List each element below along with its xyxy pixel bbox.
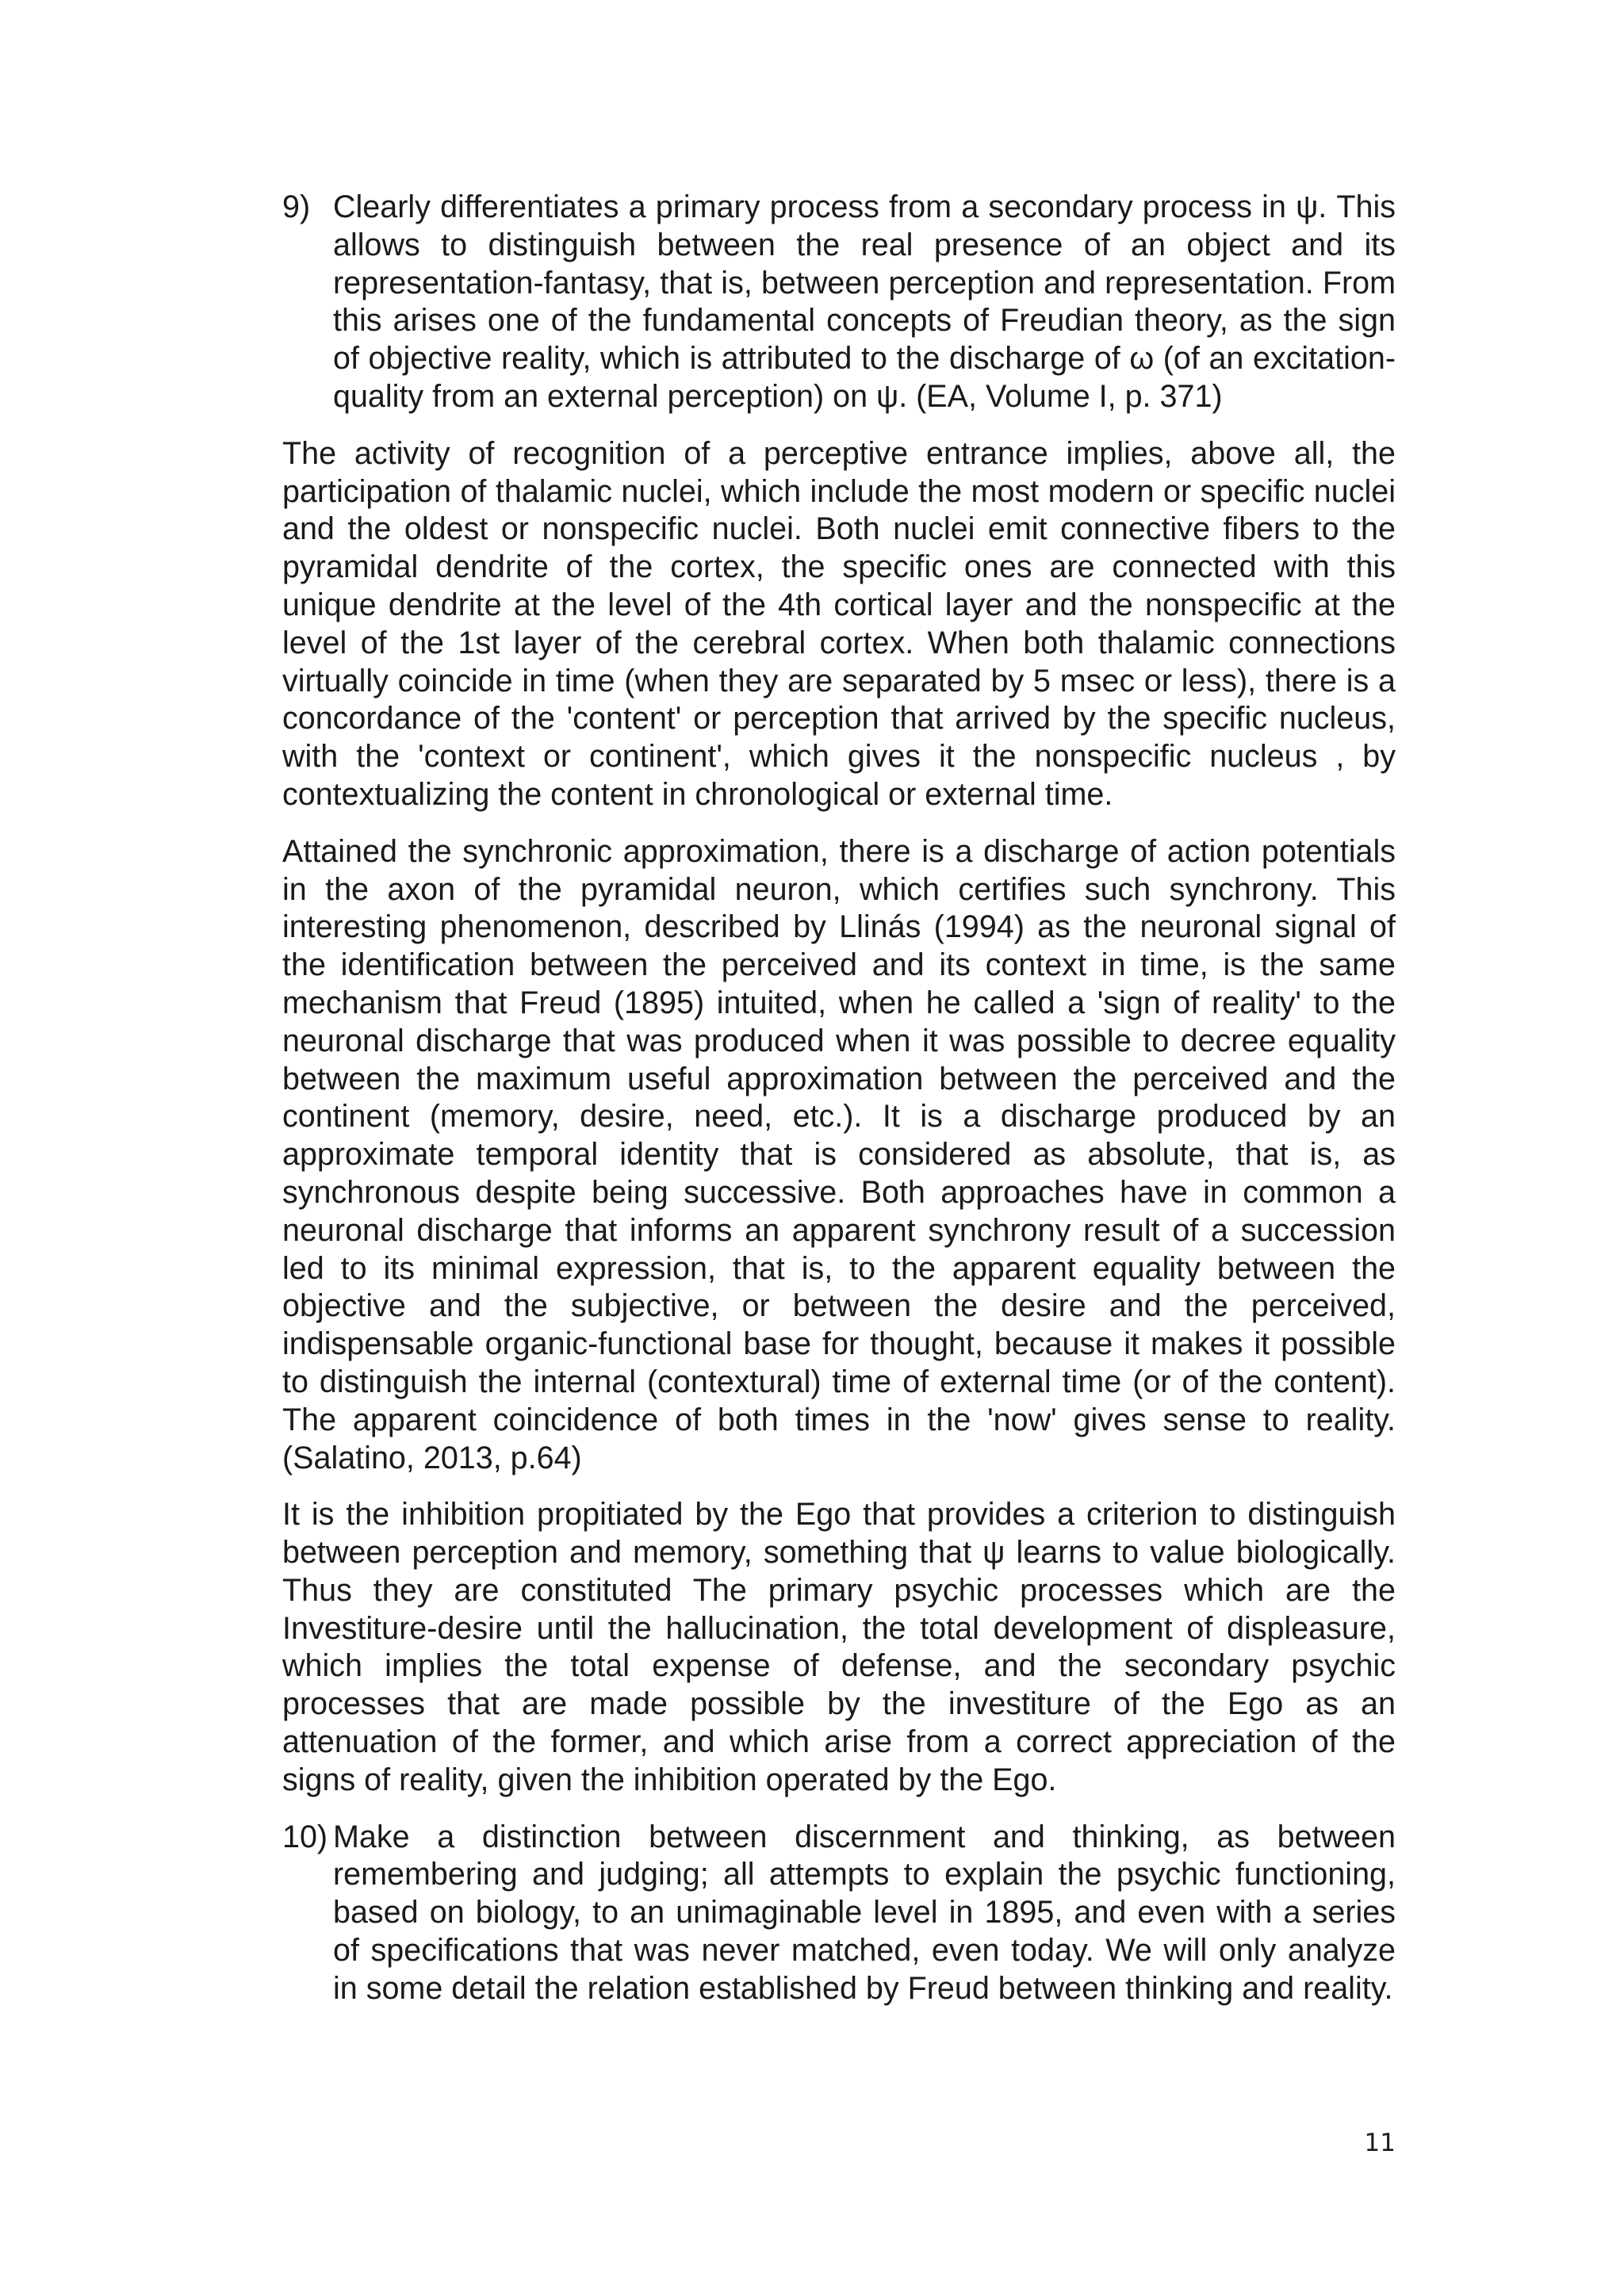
list-item-text: Clearly differentiates a primary process from a secondary process in ψ. This allows to distinguish between the real presence of an object and its representation-fantasy, that is, between perception and representation. From this arises one of the fundamental concepts of Freudian theory, as the sign of objective reality, which is attributed to the discharge of ω (of an excitation-quality from an external perception) on ψ. (EA, Volume I, p. 371) bbox=[333, 189, 1396, 414]
list-item-10 bbox=[282, 1819, 1396, 2008]
page-number: 11 bbox=[1364, 2129, 1396, 2157]
paragraph-thalamic-nuclei: The activity of recognition of a perceptive entrance implies, above all, the participation of thalamic nuclei, which include the most modern or specific nuclei and the oldest or nonspecific nuclei. Both nuclei emit connective fibers to the pyramidal dendrite of the cortex, the specific ones are connected with this unique dendrite at the level of the 4th cortical layer and the nonspecific at the level of the 1st layer of the cerebral cortex. When both thalamic connections virtually coincide in time (when they are separated by 5 msec or less), there is a concordance of the 'content' or perception that arrived by the specific nucleus, with the 'context or continent', which gives it the nonspecific nucleus , by contextualizing the content in chronological or external time. bbox=[282, 435, 1396, 812]
list-number: 10) bbox=[282, 1819, 328, 1854]
list-item-9 bbox=[282, 189, 1396, 416]
paragraph-ego-inhibition: It is the inhibition propitiated by the Ego that provides a criterion to distinguish between perception and memory, something that ψ learns to value biologically. Thus they are constituted The primary psychic processes which are the Investiture-desire until the hallucination, the total development of displeasure, which implies the total expense of defense, and the secondary psychic processes that are made possible by the investiture of the Ego as an attenuation of the former, and which arise from a correct appreciation of the signs of reality, given the inhibition operated by the Ego. bbox=[282, 1497, 1396, 1797]
body-text bbox=[282, 189, 1396, 2027]
list-number: 9) bbox=[282, 189, 311, 224]
list-item-text: Make a distinction between discernment and thinking, as between remembering and judging; all attempts to explain the psychic functioning, based on biology, to an unimaginable level in 1895, and even with a series of specifications that was never matched, even today. We will only analyze in some detail the relation established by Freud between thinking and reality. bbox=[333, 1819, 1396, 2006]
paragraph-synchronic-approximation: Attained the synchronic approximation, there is a discharge of action potentials in the axon of the pyramidal neuron, which certifies such synchrony. This interesting phenomenon, described by Llinás (1994) as the neuronal signal of the identification between the perceived and its context in time, is the same mechanism that Freud (1895) intuited, when he called a 'sign of reality' to the neuronal discharge that was produced when it was possible to decree equality between the maximum useful approximation between the perceived and the continent (memory, desire, need, etc.). It is a discharge produced by an approximate temporal identity that is considered as absolute, that is, as synchronous despite being successive. Both approaches have in common a neuronal discharge that informs an apparent synchrony result of a succession led to its minimal expression, that is, to the apparent equality between the objective and the subjective, or between the desire and the perceived, indispensable organic-functional base for thought, because it makes it possible to distinguish the internal (contextural) time of external time (or of the content). The apparent coincidence of both times in the 'now' gives sense to reality. (Salatino, 2013, p.64) bbox=[282, 833, 1396, 1475]
